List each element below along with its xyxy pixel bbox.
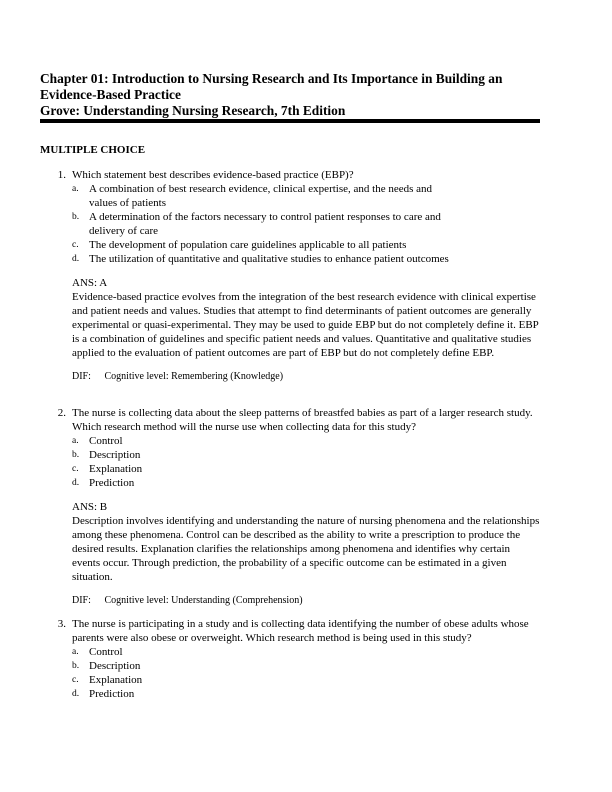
option-text: A combination of best research evidence, clinical expertise, and the needs and (89, 183, 433, 195)
option-letter: b. (72, 450, 80, 460)
option-d (72, 476, 540, 490)
option-text-cont: delivery of care (89, 225, 159, 237)
option-d (72, 252, 540, 266)
dif-label: DIF: (72, 371, 91, 382)
option-b (72, 448, 540, 462)
option-text: Prediction (89, 477, 135, 489)
option-c (72, 238, 540, 252)
option-text: Description (89, 449, 141, 461)
option-a (72, 182, 540, 210)
option-text: The development of population care guidelines applicable to all patients (89, 239, 407, 251)
option-letter: a. (72, 647, 79, 657)
book-subtitle: Grove: Understanding Nursing Research, 7th Edition (40, 103, 346, 118)
section-title: MULTIPLE CHOICE (40, 144, 146, 156)
question-stem: The nurse is participating in a study and is collecting data identifying the number of obese adults whose parents were also obese or overweight. Which research method is being used in this study? (72, 618, 529, 644)
option-text-cont: values of patients (89, 197, 166, 209)
dif-value: Cognitive level: Understanding (Comprehension) (104, 595, 303, 606)
option-letter: b. (72, 661, 80, 671)
answer-key: ANS: A (72, 277, 108, 289)
option-letter: c. (72, 464, 79, 474)
option-text: Control (89, 435, 123, 447)
difficulty-line (72, 594, 540, 608)
option-b (72, 210, 540, 238)
chapter-title-line2: Evidence-Based Practice (40, 87, 181, 102)
difficulty-line (72, 370, 540, 384)
question-number: 3. (57, 618, 66, 630)
question-stem: The nurse is collecting data about the sleep patterns of breastfed babies as part of a larger research study. Which research method will the nurse use when collecting data for this study? (72, 407, 533, 433)
option-text: Prediction (89, 688, 135, 700)
question-3 (40, 617, 540, 701)
option-d (72, 687, 540, 701)
option-letter: d. (72, 478, 80, 488)
option-text: Explanation (89, 674, 143, 686)
header-rule (40, 119, 540, 123)
document-header (40, 71, 540, 119)
rationale-text: Description involves identifying and understanding the nature of nursing phenomena and the relationships among these phenomena. Control can be described as the ability to write a prescription to produce the desired results. Explanation clarifies the relationships among phenomena and identifies why certain events occur. Through prediction, the probability of a specific outcome can be estimated in a given situation. (72, 515, 540, 583)
chapter-title-line1: Chapter 01: Introduction to Nursing Research and Its Importance in Building an (40, 71, 503, 86)
option-letter: c. (72, 675, 79, 685)
option-letter: a. (72, 436, 79, 446)
option-letter: d. (72, 254, 80, 264)
option-text: The utilization of quantitative and qualitative studies to enhance patient outcomes (89, 253, 449, 265)
rationale-text: Evidence-based practice evolves from the integration of the best research evidence with clinical expertise and patient needs and values. Studies that attempt to find determinants of patient outcomes are generally experimental or quasi-experimental. They may be used to guide EBP but do not completely define it. EBP is a combination of guidelines and specific patient needs and values. Quantitative and qualitative studies applied to the evaluation of patient outcomes are part of EBP but do not completely define EBP. (72, 291, 539, 359)
question-number: 1. (57, 169, 66, 181)
option-c (72, 462, 540, 476)
dif-value: Cognitive level: Remembering (Knowledge) (104, 371, 284, 382)
option-letter: a. (72, 184, 79, 194)
question-stem: Which statement best describes evidence-based practice (EBP)? (72, 169, 354, 181)
option-text: Control (89, 646, 123, 658)
option-c (72, 673, 540, 687)
option-a (72, 645, 540, 659)
option-letter: b. (72, 212, 80, 222)
option-text: Explanation (89, 463, 143, 475)
question-number: 2. (57, 407, 66, 419)
answer-key: ANS: B (72, 501, 108, 513)
option-a (72, 434, 540, 448)
option-text: A determination of the factors necessary to control patient responses to care and (89, 211, 441, 223)
dif-label: DIF: (72, 595, 91, 606)
question-2 (40, 406, 540, 608)
question-1 (40, 168, 540, 384)
option-b (72, 659, 540, 673)
option-text: Description (89, 660, 141, 672)
option-letter: d. (72, 689, 80, 699)
option-letter: c. (72, 240, 79, 250)
